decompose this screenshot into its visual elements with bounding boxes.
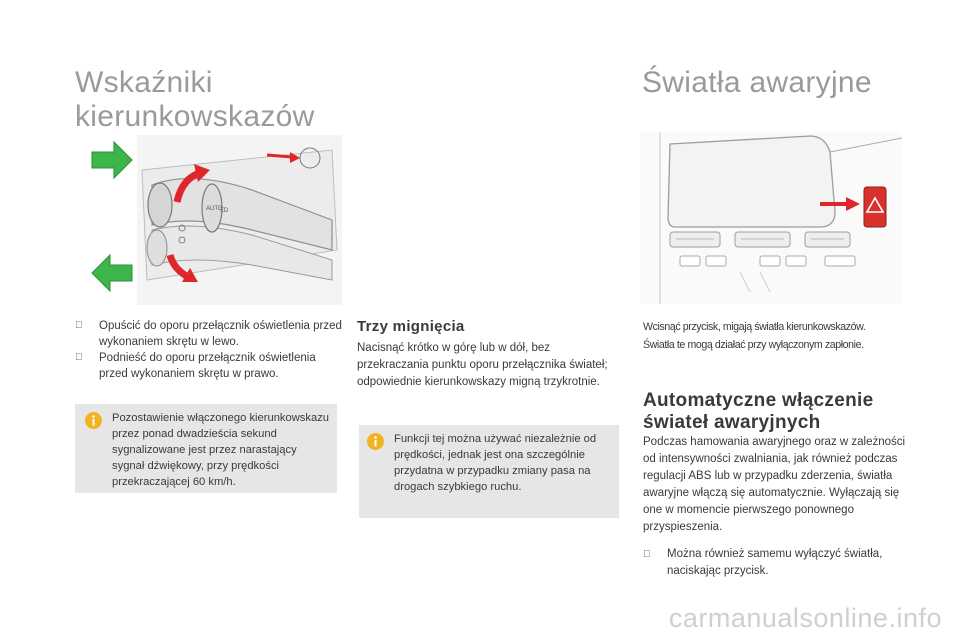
page-title-right: Światła awaryjne: [642, 66, 872, 99]
title-line-2: kierunkowskazów: [75, 100, 315, 133]
hazard-caption: [643, 318, 933, 354]
info-text: Pozostawienie włączonego kierunkowskazu przez ponad dwadzieścia sekund sygnalizowane jest przez narastający sygnał dźwiękowy, przy prędkości przekraczającej 60 km/h.: [112, 412, 330, 488]
bullet-text: Można również samemu wyłączyć światła, naciskając przycisk.: [667, 548, 883, 577]
hazard-switch-illustration: [640, 132, 902, 304]
bullet-marker: [75, 350, 83, 366]
info-box-left: [75, 404, 337, 493]
list-item: [75, 318, 343, 350]
bullet-marker: [643, 546, 651, 563]
info-text: Funkcji tej można używać niezależnie od prędkości, jednak jest ona szczególnie przydatna w przypadku zmiany pasa na drogach szybkiego ruchu.: [394, 433, 597, 493]
heading-line-1: Automatyczne włączenie: [643, 390, 874, 411]
caption-line-1: Wcisnąć przycisk, migają światła kierunkowskazów.: [643, 321, 866, 333]
info-icon: [367, 433, 384, 450]
page-title-left: [75, 66, 315, 134]
watermark: carmanualsonline.info: [668, 603, 942, 633]
section-text-auto-hazard: Podczas hamowania awaryjnego oraz w zależności od intensywności zwalniania, jak również podczas regulacji ABS lub w przypadku zderzenia, światła awaryjne włączą się automatycznie. Wyłączają się one w momencie pierwszego ponownego przyspieszenia.: [643, 436, 906, 533]
info-icon: [85, 412, 102, 429]
section-text-three-flashes: Nacisnąć krótko w górę lub w dół, bez przekraczania punktu oporu przełącznika świateł; odpowiednie kierunkowskazy migną trzykrotnie.: [357, 342, 608, 388]
info-box-middle: [359, 425, 619, 518]
bullet-text: Podnieść do oporu przełącznik oświetlenia przed wykonaniem skrętu w prawo.: [99, 352, 316, 380]
heading-line-2: świateł awaryjnych: [643, 412, 821, 433]
turn-signal-stalk-illustration: [82, 130, 342, 310]
left-bullet-list: [75, 318, 343, 382]
caption-line-2: Światła te mogą działać przy wyłączonym zapłonie.: [643, 339, 864, 351]
list-item: [643, 546, 937, 580]
section-heading-auto-hazard: [643, 390, 873, 434]
list-item: [75, 350, 343, 382]
svg-text:ΞD: ΞD: [220, 208, 229, 214]
svg-text:AUTO: AUTO: [206, 206, 223, 212]
bullet-marker: [75, 318, 83, 334]
title-line-1: Wskaźniki: [75, 66, 213, 99]
bullet-text: Opuścić do oporu przełącznik oświetlenia przed wykonaniem skrętu w lewo.: [99, 320, 342, 348]
section-heading-three-flashes: Trzy mignięcia: [357, 318, 465, 335]
